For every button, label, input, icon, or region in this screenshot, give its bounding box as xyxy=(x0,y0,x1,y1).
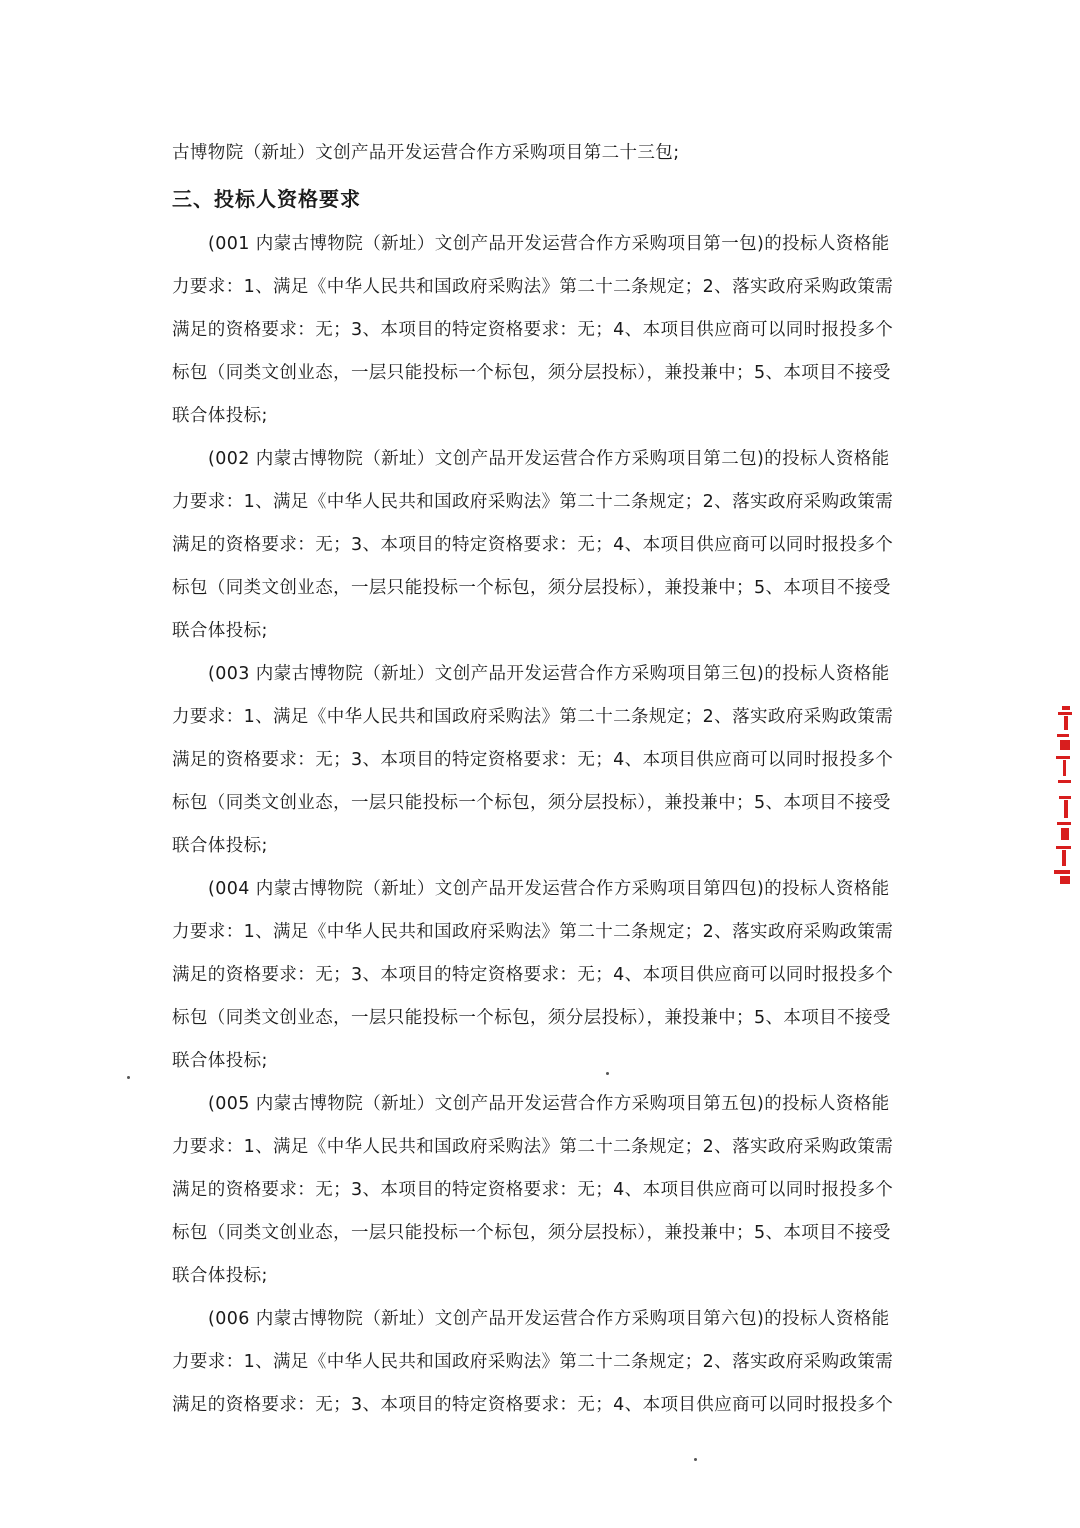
requirement-paragraph xyxy=(172,438,908,653)
paragraph-line: 满足的资格要求：无；3、本项目的特定资格要求：无；4、本项目供应商可以同时报投多个 xyxy=(172,965,894,985)
paragraph-line: 力要求：1、满足《中华人民共和国政府采购法》第二十二条规定；2、落实政府采购政策需 xyxy=(172,1137,894,1157)
scan-speck xyxy=(694,1458,697,1461)
scan-speck xyxy=(606,1072,609,1075)
paragraph-line: 力要求：1、满足《中华人民共和国政府采购法》第二十二条规定；2、落实政府采购政策需 xyxy=(172,492,894,512)
paragraph-line: 联合体投标; xyxy=(172,1051,268,1071)
paragraph-line: 力要求：1、满足《中华人民共和国政府采购法》第二十二条规定；2、落实政府采购政策需 xyxy=(172,277,894,297)
paragraph-line: 标包（同类文创业态，一层只能投标一个标包，须分层投标），兼投兼中；5、本项目不接受 xyxy=(172,363,891,383)
paragraph-line: 力要求：1、满足《中华人民共和国政府采购法》第二十二条规定；2、落实政府采购政策需 xyxy=(172,922,894,942)
continued-line: 古博物院（新址）文创产品开发运营合作方采购项目第二十三包; xyxy=(172,143,680,163)
section-heading: 三、投标人资格要求 xyxy=(172,187,361,211)
paragraph-line: 标包（同类文创业态，一层只能投标一个标包，须分层投标），兼投兼中；5、本项目不接受 xyxy=(172,578,891,598)
paragraph-line: (005 内蒙古博物院（新址）文创产品开发运营合作方采购项目第五包)的投标人资格能 xyxy=(208,1094,890,1114)
requirement-paragraph xyxy=(172,1083,908,1298)
requirement-paragraph xyxy=(172,223,908,438)
paragraph-line: 满足的资格要求：无；3、本项目的特定资格要求：无；4、本项目供应商可以同时报投多个 xyxy=(172,535,894,555)
paragraph-line: 力要求：1、满足《中华人民共和国政府采购法》第二十二条规定；2、落实政府采购政策需 xyxy=(172,707,894,727)
paragraph-line: (001 内蒙古博物院（新址）文创产品开发运营合作方采购项目第一包)的投标人资格能 xyxy=(208,234,890,254)
paragraph-line: 联合体投标; xyxy=(172,1266,268,1286)
paragraph-line: (003 内蒙古博物院（新址）文创产品开发运营合作方采购项目第三包)的投标人资格能 xyxy=(208,664,890,684)
scan-speck xyxy=(127,1076,130,1079)
paragraph-line: (006 内蒙古博物院（新址）文创产品开发运营合作方采购项目第六包)的投标人资格能 xyxy=(208,1309,890,1329)
paragraph-line: 满足的资格要求：无；3、本项目的特定资格要求：无；4、本项目供应商可以同时报投多个 xyxy=(172,1395,894,1415)
document-body xyxy=(172,132,908,1427)
paragraph-line: 标包（同类文创业态，一层只能投标一个标包，须分层投标），兼投兼中；5、本项目不接受 xyxy=(172,1223,891,1243)
paragraph-line: 满足的资格要求：无；3、本项目的特定资格要求：无；4、本项目供应商可以同时报投多个 xyxy=(172,320,894,340)
paragraph-line: (002 内蒙古博物院（新址）文创产品开发运营合作方采购项目第二包)的投标人资格能 xyxy=(208,449,890,469)
paragraph-line: 力要求：1、满足《中华人民共和国政府采购法》第二十二条规定；2、落实政府采购政策需 xyxy=(172,1352,894,1372)
paragraph-line: 标包（同类文创业态，一层只能投标一个标包，须分层投标），兼投兼中；5、本项目不接受 xyxy=(172,793,891,813)
paragraph-line: 联合体投标; xyxy=(172,406,268,426)
requirement-paragraphs xyxy=(172,223,908,1427)
requirement-paragraph xyxy=(172,1298,908,1427)
paragraph-line: (004 内蒙古博物院（新址）文创产品开发运营合作方采购项目第四包)的投标人资格能 xyxy=(208,879,890,899)
paragraph-line: 标包（同类文创业态，一层只能投标一个标包，须分层投标），兼投兼中；5、本项目不接受 xyxy=(172,1008,891,1028)
requirement-paragraph xyxy=(172,868,908,1083)
paragraph-line: 满足的资格要求：无；3、本项目的特定资格要求：无；4、本项目供应商可以同时报投多个 xyxy=(172,1180,894,1200)
red-seal-fragment xyxy=(1048,700,1074,890)
paragraph-line: 满足的资格要求：无；3、本项目的特定资格要求：无；4、本项目供应商可以同时报投多个 xyxy=(172,750,894,770)
requirement-paragraph xyxy=(172,653,908,868)
paragraph-line: 联合体投标; xyxy=(172,621,268,641)
paragraph-line: 联合体投标; xyxy=(172,836,268,856)
